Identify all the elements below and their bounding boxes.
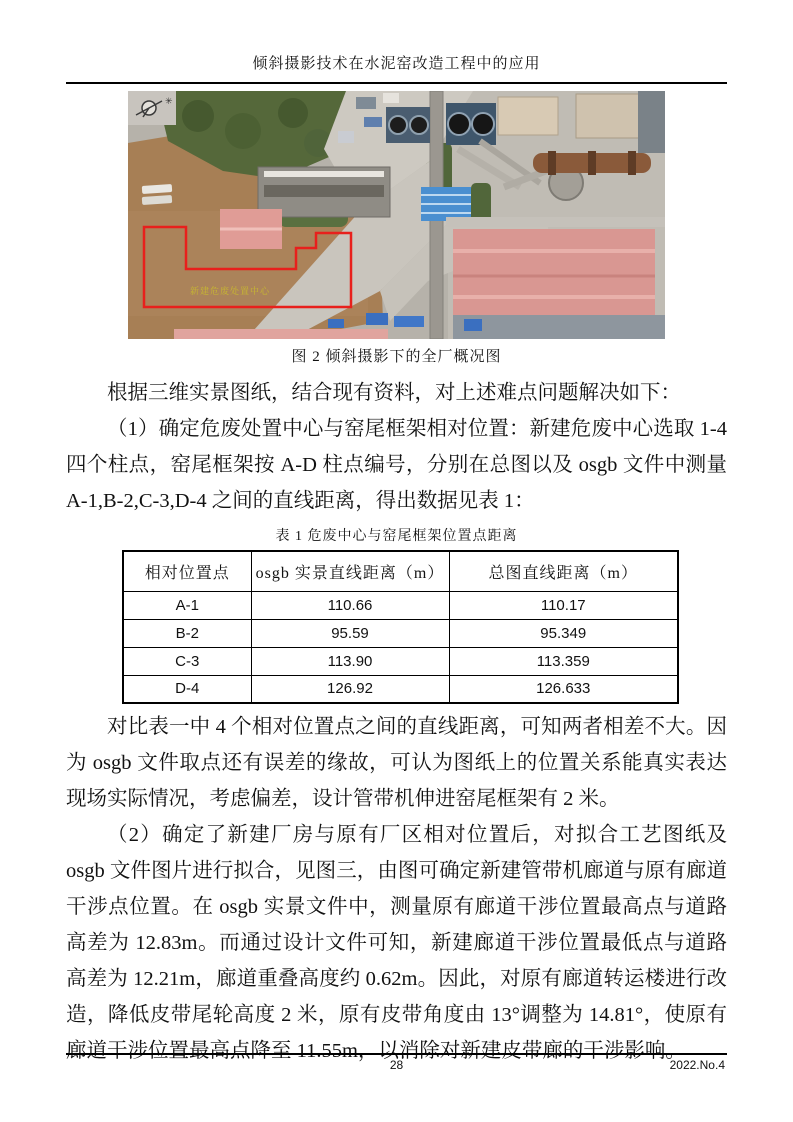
cell-plan: 95.349 xyxy=(449,619,678,647)
table-caption: 表 1 危废中心与窑尾框架位置点距离 xyxy=(275,529,518,544)
body-text xyxy=(66,375,727,1069)
page-number: 28 xyxy=(389,1058,404,1072)
cell-position: C-3 xyxy=(123,647,251,675)
table-row xyxy=(123,675,678,703)
cell-osgb: 126.92 xyxy=(251,675,449,703)
table-row xyxy=(123,591,678,619)
aerial-photo-illustration xyxy=(128,91,665,339)
col-header-plan-distance: 总图直线距离（m） xyxy=(449,551,678,591)
col-header-osgb-distance: osgb 实景直线距离（m） xyxy=(251,551,449,591)
issue-number: 2022.No.4 xyxy=(669,1058,725,1072)
cell-position: B-2 xyxy=(123,619,251,647)
paragraph-point-2: （2）确定了新建厂房与原有厂区相对位置后，对拟合工艺图纸及 osgb 文件图片进行拟合，见图三，由图可确定新建管带机廊道与原有廊道干涉点位置。在 osgb 实景文件中，测量原有廊道干涉位置最高点与道路高差为 12.83m。而通过设计文件可知，新建廊道干涉位置最低点与道路高差为 12.21m，廊道重叠高度约 0.62m。因此，对原有廊道转运楼进行改造，降低皮带尾轮高度 2 米，原有皮带角度由 13°调整为 14.81°，使原有廊道干涉位置最高点降至 11.55m，以消除对新建皮带廊的干涉影响。 xyxy=(66,824,727,1062)
cell-position: D-4 xyxy=(123,675,251,703)
cell-osgb: 95.59 xyxy=(251,619,449,647)
running-head-title: 倾斜摄影技术在水泥窑改造工程中的应用 xyxy=(66,0,727,84)
paragraph-intro: 根据三维实景图纸，结合现有资料，对上述难点问题解决如下： xyxy=(107,382,681,404)
figure-aerial-photo xyxy=(128,91,665,366)
page-content xyxy=(66,0,727,1069)
table-row xyxy=(123,619,678,647)
page-footer xyxy=(66,1053,727,1077)
cell-plan: 126.633 xyxy=(449,675,678,703)
cell-plan: 113.359 xyxy=(449,647,678,675)
col-header-position: 相对位置点 xyxy=(123,551,251,591)
cell-position: A-1 xyxy=(123,591,251,619)
cell-osgb: 113.90 xyxy=(251,647,449,675)
paragraph-analysis: 对比表一中 4 个相对位置点之间的直线距离，可知两者相差不大。因为 osgb 文件取点还有误差的缘故，可认为图纸上的位置关系能真实表达现场实际情况，考虑偏差，设计管带机伸进窑尾框架有 2 米。 xyxy=(66,716,727,810)
compass-north-icon xyxy=(128,91,176,125)
figure-caption: 图 2 倾斜摄影下的全厂概况图 xyxy=(291,349,502,365)
svg-text:✳: ✳ xyxy=(165,96,173,106)
table-header-row xyxy=(123,551,678,591)
site-overlay-label: 新建危废处置中心 xyxy=(190,286,271,296)
table-row xyxy=(123,647,678,675)
cell-plan: 110.17 xyxy=(449,591,678,619)
cell-osgb: 110.66 xyxy=(251,591,449,619)
paragraph-point-1: （1）确定危废处置中心与窑尾框架相对位置：新建危废中心选取 1-4 四个柱点，窑尾框架按 A-D 柱点编号，分别在总图以及 osgb 文件中测量 A-1,B-2,C-3,D-4 之间的直线距离，得出数据见表 1： xyxy=(66,418,727,512)
distance-table xyxy=(122,550,679,704)
